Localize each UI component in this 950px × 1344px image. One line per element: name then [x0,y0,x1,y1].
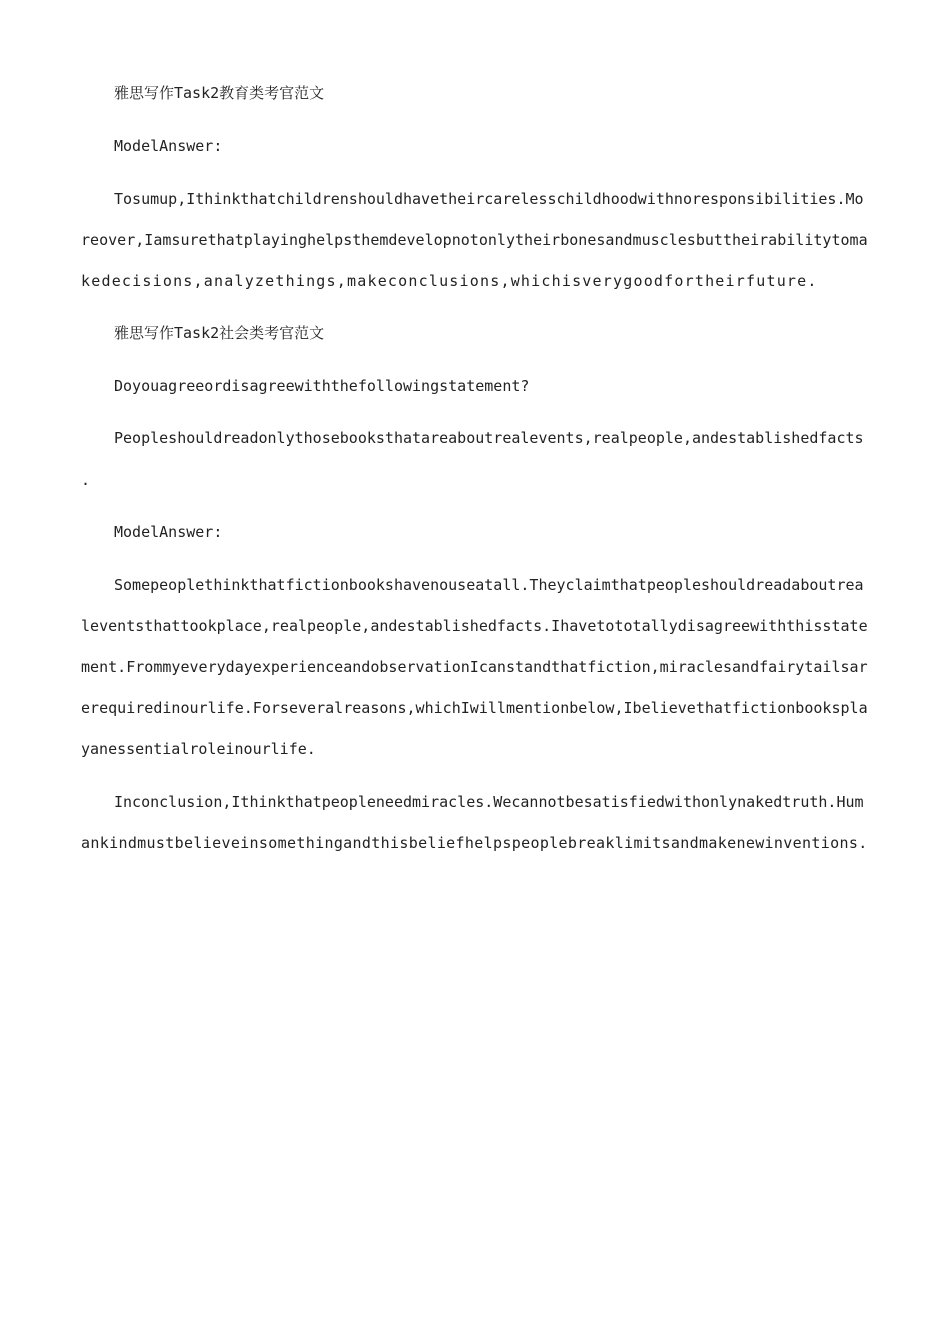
question-text: Doyouagreeordisagreewiththefollowingstatement? [114,377,530,395]
model-answer-label: ModelAnswer: [114,523,223,541]
paragraph-line: erequiredinourlife.Forseveralreasons,whichIwillmentionbelow,Ibelievethatfictionbookspla [81,699,868,717]
paragraph-line: Tosumup,Ithinkthatchildrenshouldhavetheircarelesschildhoodwithnoresponsibilities.Mo [114,190,864,208]
paragraph-line: yanessentialroleinourlife. [81,740,316,758]
statement-line: . [81,471,91,489]
heading-society: 雅思写作Task2社会类考官范文 [114,324,325,342]
paragraph-line: ment.FrommyeverydayexperienceandobservationIcanstandthatfiction,miraclesandfairytailsar [81,658,868,676]
paragraph-line: Inconclusion,Ithinkthatpeopleneedmiracles.Wecannotbesatisfiedwithonlynakedtruth.Hum [114,793,864,811]
paragraph-line: kedecisions,analyzethings,makeconclusions,whichisverygoodfortheirfuture. [81,272,818,290]
model-answer-label: ModelAnswer: [114,137,223,155]
paragraph-line: Somepeoplethinkthatfictionbookshavenouseatall.Theyclaimthatpeopleshouldreadaboutrea [114,576,864,594]
paragraph-line: reover,Iamsurethatplayinghelpsthemdevelopnotonlytheirbonesandmusclesbuttheirabilitytoma [81,231,868,249]
heading-education: 雅思写作Task2教育类考官范文 [114,84,325,102]
paragraph-line: ankindmustbelieveinsomethingandthisbeliefhelpspeoplebreaklimitsandmakenewinventions. [81,834,868,852]
paragraph-line: leventsthattookplace,realpeople,andestablishedfacts.Ihavetototallydisagreewiththisstate [81,617,868,635]
statement-line: Peopleshouldreadonlythosebooksthatareaboutrealevents,realpeople,andestablishedfacts [114,429,864,447]
